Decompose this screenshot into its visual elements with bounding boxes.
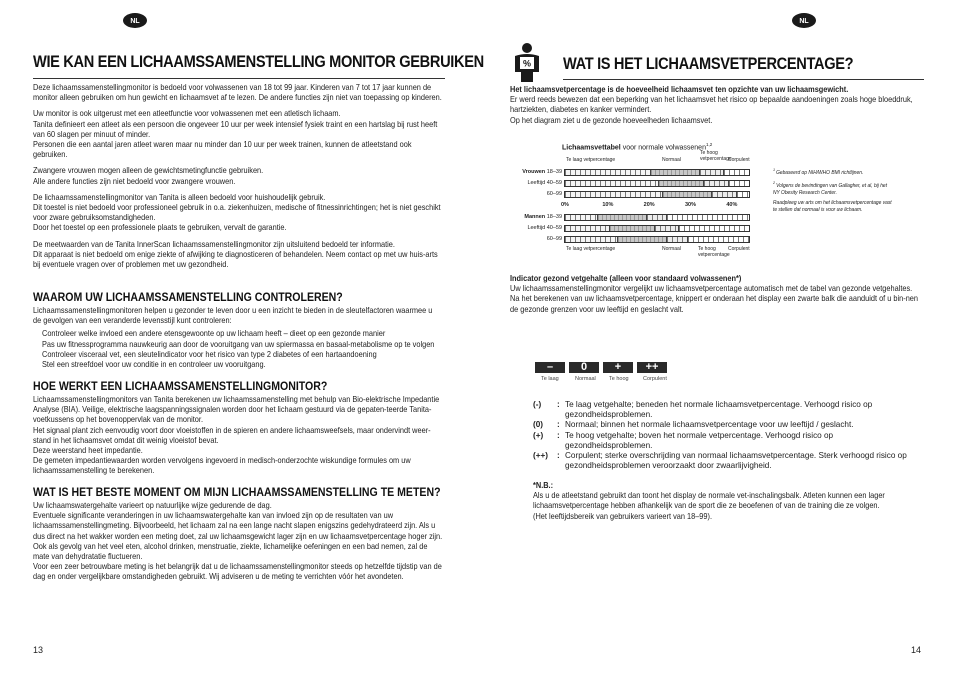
x-tick-label: 10% — [602, 202, 614, 208]
age-range-label: Leeftijd 40–59 — [527, 225, 562, 231]
intro-paragraph: Alle andere functies zijn niet bedoeld voor zwangere vrouwen. — [33, 176, 236, 186]
indicator-box: 0 — [569, 362, 599, 373]
intro-section — [33, 83, 443, 270]
fat-range-segment — [712, 192, 737, 197]
lead-section — [510, 85, 920, 126]
definition-symbol: (0) — [533, 420, 544, 430]
category-label: Te hoog vetpercentage — [700, 150, 732, 162]
gender-label: Vrouwen — [522, 169, 547, 175]
fat-range-segment — [565, 192, 663, 197]
indicator-box: – — [535, 362, 565, 373]
control-intro: Lichaamssamenstellingmonitoren helpen u gezonder te leven door u een inzicht te bieden in de sleutelfactoren waarmee u de gevolgen van een veranderde levensstijl kunt controleren: — [33, 306, 433, 326]
indicator-definitions — [533, 400, 913, 471]
fat-range-segment — [565, 181, 659, 186]
definition-text: Normaal; binnen het normale lichaamsvetpercentage voor uw leeftijd / geslacht. — [565, 420, 854, 430]
indicator-heading: Indicator gezond vetgehalte (alleen voor standaard volwassenen*) — [510, 274, 742, 283]
fat-range-segment — [651, 170, 700, 175]
fat-range-segment — [729, 181, 749, 186]
fat-range-segment — [565, 170, 651, 175]
age-row-label — [514, 225, 562, 231]
definition-text: Corpulent; sterke overschrijding van normaal lichaamsvetpercentage. Sterk verhoogd risico op gezondheidsproblemen veroorzaakt door zwaarlijvigheid. — [565, 451, 907, 471]
category-label: Te hoog vetpercentage — [698, 246, 730, 258]
definition-colon: : — [557, 420, 560, 430]
intro-paragraph: Dit toestel is niet bedoeld voor professioneel gebruik in o.a. ziekenhuizen, medische of fitnessinrichtingen; het is niet geschikt voor zware gebruiksomstandigheden. — [33, 203, 441, 223]
definition-row — [533, 431, 913, 451]
chart-note — [773, 167, 893, 176]
age-range-label: 18–39 — [546, 169, 562, 175]
fat-range-segment — [659, 181, 704, 186]
nb-paragraph: Als u de atleetstand gebruikt dan toont het display de normale vet-inschalingsbalk. Atleten kunnen een lager lichaamsvetpercentage hebben afhankelijk van de sport die ze beoefenen of van de training die ze volgen. — [533, 491, 885, 511]
gender-label: Mannen — [524, 214, 547, 220]
control-section — [33, 306, 443, 370]
body-fat-chart — [514, 140, 777, 265]
note-text: Raadpleeg uw arts om het lichaamsvetpercentage vast te stellen dat normaal is voor uw lichaam. — [773, 200, 892, 213]
intro-paragraph: Dit apparaat is niet bedoeld om enige ziekte of afwijking te diagnosticeren of behandelen. Neem contact op met uw huis-arts bij eventuele vragen over of problemen met uw gezondheid. — [33, 249, 438, 270]
fat-range-segment — [610, 226, 655, 231]
category-label: Normaal — [662, 157, 681, 163]
indicator-label: Te hoog — [609, 376, 629, 382]
fat-range-segment — [737, 192, 749, 197]
control-item: Pas uw fitnessprogramma nauwkeurig aan door de vooruitgang van uw spiermassa en basaal-metabolisme op te volgen — [42, 339, 435, 349]
indicator-box: ++ — [637, 362, 667, 373]
page-title: WIE KAN EEN LICHAAMSSAMENSTELLING MONITOR GEBRUIKEN — [33, 52, 484, 71]
age-row-label — [514, 169, 562, 175]
control-item: Controleer welke invloed een andere etensgewoonte op uw lichaam heeft – dieet op een gezonde manier — [42, 329, 386, 339]
title-underline — [33, 78, 445, 79]
page-number: 13 — [33, 645, 44, 655]
category-label: Te laag vetpercentage — [566, 157, 616, 163]
x-tick-label: 20% — [643, 202, 655, 208]
control-item: Controleer visceraal vet, een sleutelindicator voor het risico van type 2 diabetes of een hartaandoening — [42, 349, 377, 359]
works-paragraph: De gemeten impedantiewaarden worden vervolgens ingevoerd in medisch-onderzochte wiskundige formules om uw lichaamssamenstelling te berekenen. — [33, 456, 411, 476]
moment-paragraph: Eventuele significante veranderingen in uw lichaamswatergehalte kan van invloed zijn op de resultaten van uw lichaamssamenstellingmeting. Bijvoorbeeld, het lichaam zal na een lange nacht slapen enigszins gedehydrateerd zijn. Als u dus direct na het wakker worden een meting doet, zal uw lichaamsgewicht lager zijn en uw lichaamsvetpercentage hoger zijn. Ook als gevolg van het veel eten, alcohol drinken, menstruatie, ziekte, lichamelijke oefeningen en een bad nemen, zal de mate van dehydratatie fluctueren. — [33, 511, 443, 562]
intro-paragraph: Zwangere vrouwen mogen alleen de gewichtsmetingfunctie gebruiken. — [33, 166, 264, 176]
category-label: Te laag vetpercentage — [566, 246, 616, 252]
fat-range-segment — [688, 237, 749, 242]
fat-range-segment — [704, 181, 729, 186]
chart-title-bold: Lichaamsvettabel — [562, 144, 621, 152]
fat-range-segment — [663, 192, 712, 197]
indicator-section — [510, 274, 920, 315]
note-text: Volgens de bevindingen van Gallagher, et al, bij het NY Obesity Research Center. — [773, 183, 887, 196]
fat-range-segment — [667, 237, 687, 242]
page-title: WAT IS HET LICHAAMSVETPERCENTAGE? — [563, 54, 854, 73]
chart-note — [773, 200, 893, 213]
age-row-label — [514, 214, 562, 220]
fat-range-bar — [564, 225, 750, 232]
age-range-label: Leeftijd 40–59 — [527, 180, 562, 186]
nb-paragraph: (Het leeftijdsbereik van gebruikers varieert van 18–99). — [533, 511, 712, 521]
definition-symbol: (-) — [533, 400, 542, 409]
fat-range-segment — [565, 215, 598, 220]
age-range-label: 18–39 — [546, 214, 562, 220]
age-range-label: 60–99 — [546, 236, 562, 242]
nb-section — [533, 481, 911, 522]
fat-range-bar — [564, 191, 750, 198]
section-heading-control: WAAROM UW LICHAAMSSAMENSTELLING CONTROLEREN? — [33, 290, 343, 304]
works-section — [33, 395, 443, 477]
fat-range-segment — [724, 170, 749, 175]
intro-paragraph: De lichaamssamenstellingmonitor van Tanita is alleen bedoeld voor huishoudelijk gebruik. — [33, 192, 326, 202]
fat-range-segment — [618, 237, 667, 242]
note-marker: 2 — [773, 180, 777, 186]
definition-colon: : — [557, 400, 560, 409]
fat-range-segment — [598, 215, 647, 220]
moment-paragraph: Voor een zeer betrouwbare meting is het belangrijk dat u de lichaamssamenstellingmonitor steeds op hetzelfde tijdstip van de dag en onder vergelijkbare omstandigheden gebruikt. Wij adviseren u de meting te verrichten vóór het avondeten. — [33, 562, 442, 582]
control-item: Stel een streefdoel voor uw conditie in en controleer uw vooruitgang. — [42, 360, 266, 370]
right-page — [477, 0, 954, 677]
fat-range-bar — [564, 169, 750, 176]
lead-paragraph: Er werd reeds bewezen dat een beperking van het lichaamsvet het risico op bepaalde aandoeningen zoals hoge bloeddruk, hartziekten, diabetes en kanker vermindert. — [510, 95, 913, 115]
fat-range-segment — [565, 237, 618, 242]
chart-title-sup: 1,2 — [705, 142, 713, 147]
age-row-label — [514, 180, 562, 186]
nb-label: *N.B.: — [533, 481, 554, 490]
definition-row — [533, 400, 913, 420]
lead-paragraph: Op het diagram ziet u de gezonde hoeveelheden lichaamsvet. — [510, 115, 713, 125]
language-badge: NL — [123, 13, 147, 28]
intro-paragraph: Tanita definieert een atleet als een persoon die ongeveer 10 uur per week intensief fysiek traint en een hartslag bij rust heeft van 60 slagen per minuut of minder. — [33, 119, 438, 139]
title-underline — [563, 79, 924, 80]
fat-range-segment — [565, 226, 610, 231]
definition-colon: : — [557, 451, 560, 461]
page-number: 14 — [911, 645, 922, 655]
fat-range-segment — [700, 170, 725, 175]
body-fat-person-icon — [510, 42, 544, 82]
indicator-paragraph: Uw lichaamssamenstellingmonitor vergelijkt uw lichaamsvetpercentage automatisch met de tabel van gezonde vetgehaltes. — [510, 284, 913, 294]
indicator-paragraph: Na het berekenen van uw lichaamsvetpercentage, knippert er onderaan het display een zwarte balk die aanduidt of u bin-nen de gezonde grenzen voor uw leeftijd en geslacht valt. — [510, 294, 919, 314]
category-label: Normaal — [662, 246, 681, 252]
intro-paragraph: Deze lichaamssamenstellingmonitor is bedoeld voor volwassenen van 18 tot 99 jaar. Kinderen van 7 tot 17 jaar kunnen de monitor alleen gebruiken om hun gewicht en lichaamsvet af te lezen. De andere functies zijn niet van toepassing op kinderen. — [33, 83, 442, 103]
category-label: Corpulent — [728, 246, 750, 252]
note-marker: 1 — [773, 167, 777, 172]
x-tick-label: 0% — [561, 202, 569, 208]
fat-range-bar — [564, 214, 750, 221]
definition-row — [533, 420, 913, 430]
chart-title — [562, 142, 712, 151]
chart-notes — [773, 167, 893, 217]
works-paragraph: Deze weerstand heet impedantie. — [33, 446, 143, 456]
definition-text: Te laag vetgehalte; beneden het normale lichaamsvetpercentage. Verhoogd risico op gezondheidsproblemen. — [565, 400, 873, 420]
chart-title-rest: voor normale volwassenen — [620, 144, 706, 152]
definition-symbol: (++) — [533, 451, 549, 461]
indicator-box: + — [603, 362, 633, 373]
indicator-label: Normaal — [575, 376, 596, 382]
age-range-label: 60–99 — [546, 191, 562, 197]
works-paragraph: Lichaamssamenstellingmonitors van Tanita berekenen uw lichaamssamenstelling met behulp van Bio-elektrische Impedantie Analyse (BIA). Veilige, elektrische laagspanningssignalen worden door het lichaam gestuurd via de gepaten-teerde Tanita-voetkussens op het bovenoppervlak van de monitor. — [33, 395, 440, 425]
section-heading-moment: WAT IS HET BESTE MOMENT OM MIJN LICHAAMSSAMENSTELLING TE METEN? — [33, 485, 441, 499]
intro-paragraph: De meetwaarden van de Tanita InnerScan lichaamssamenstellingmonitor zijn uitsluitend bedoeld ter informatie. — [33, 239, 395, 249]
fat-range-bar — [564, 180, 750, 187]
moment-section — [33, 501, 443, 583]
fat-range-segment — [667, 215, 749, 220]
lead-bold: Het lichaamsvetpercentage is de hoeveelheid lichaamsvet ten opzichte van uw lichaamsgewicht. — [510, 85, 849, 94]
fat-range-segment — [655, 226, 680, 231]
age-row-label — [514, 236, 562, 242]
definition-colon: : — [557, 430, 560, 440]
definition-text: Te hoog vetgehalte; boven het normale vetpercentage. Verhoogd risico op gezondheidsproblemen. — [565, 430, 834, 450]
category-label: Corpulent — [728, 157, 750, 163]
indicator-label: Corpulent — [643, 376, 667, 382]
chart-note — [773, 180, 893, 196]
fat-range-segment — [647, 215, 667, 220]
age-row-label — [514, 191, 562, 197]
section-heading-works: HOE WERKT EEN LICHAAMSSAMENSTELLINGMONITOR? — [33, 379, 328, 393]
fat-range-segment — [679, 226, 749, 231]
works-paragraph: Het signaal plant zich eenvoudig voort door vloeistoffen in de spieren en andere lichaamsweefsels, maar ondervindt weer-stand in het lichaamsvet omdat dit weinig vloeistof bevat. — [33, 425, 431, 445]
language-badge: NL — [792, 13, 816, 28]
x-tick-label: 30% — [685, 202, 697, 208]
fat-range-bar — [564, 236, 750, 243]
intro-paragraph: Personen die een aantal jaren atleet waren maar nu minder dan 10 uur per week trainen, kunnen de atleetstand ook gebruiken. — [33, 140, 412, 160]
indicator-label: Te laag — [541, 376, 559, 382]
intro-paragraph: Uw monitor is ook uitgerust met een atleetfunctie voor volwassenen met een atletisch lichaam. — [33, 109, 341, 119]
x-tick-label: 40% — [726, 202, 738, 208]
definition-row — [533, 451, 913, 471]
note-text: Gebaseerd op NIH/WHO BMI richtlijnen. — [776, 169, 864, 176]
intro-paragraph: Door het toestel op een professionele plaats te gebruiken, vervalt de garantie. — [33, 223, 287, 233]
moment-paragraph: Uw lichaamswatergehalte varieert op natuurlijke wijze gedurende de dag. — [33, 501, 272, 510]
definition-symbol: (+) — [533, 430, 544, 440]
svg-text:%: % — [522, 58, 532, 69]
